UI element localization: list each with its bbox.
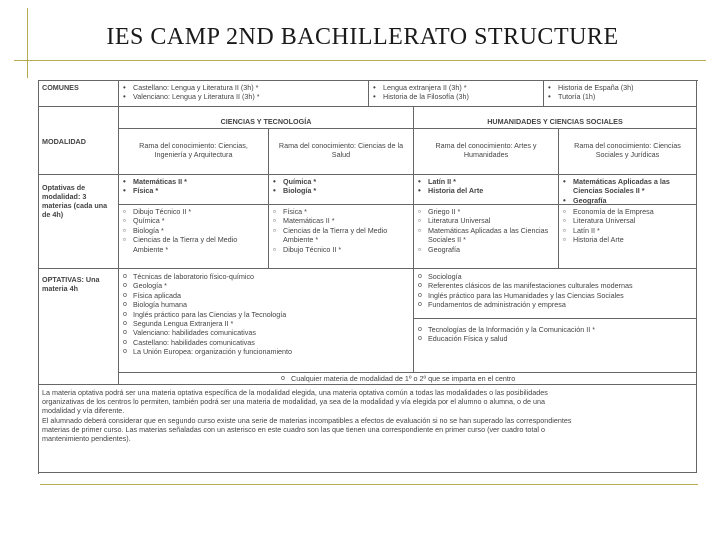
list-item: ▫ Biología * [121,226,266,235]
structure-table [38,80,698,474]
om-bold-col1 [119,175,269,205]
comunes-label: COMUNES [39,81,119,107]
om-bold-col4 [559,175,697,205]
notes-block [39,385,697,473]
footer-line [40,484,698,485]
optativas-left [119,269,414,373]
list-item: • Matemáticas II * [121,177,266,186]
optativas-right-common [414,319,697,373]
note-line: modalidad y vía diferente. [42,406,125,416]
list-item: ▫ Química * [121,216,266,225]
note-line: La materia optativa podrá ser una materia optativa específica de la modalidad elegida, una materia optativa común a todas las modalidades o las posibilidades [42,388,548,397]
list-item: ▫ Física * [271,207,411,216]
list-item: • Valenciano: Lengua y Literatura II (3h) * [121,92,366,101]
om-list-col1 [119,205,269,269]
list-item: ▫ Ciencias de la Tierra y del Medio Ambiente * [271,226,411,245]
om-list-col4 [559,205,697,269]
list-item: • Historia del Arte [416,186,556,195]
list-item: ▫ Dibujo Técnico II * [271,245,411,254]
list-item: o Valenciano: habilidades comunicativas [121,328,411,337]
modalidad-label-text: MODALIDAD [42,137,86,146]
branch-ciencias-tecnologia: CIENCIAS Y TECNOLOGÍA [119,107,414,129]
list-item: ▫ Latín II * [561,226,694,235]
comunes-col1 [119,81,369,107]
list-item: • Matemáticas Aplicadas a las Ciencias Sociales II * [561,177,694,196]
note-line: mantenimiento pendientes). [42,434,131,444]
list-item: ▫ Historia del Arte [561,235,694,244]
accent-horizontal-line [14,60,706,61]
list-item: o Segunda Lengua Extranjera II * [121,319,411,328]
list-item: o Inglés práctico para las Humanidades y las Ciencias Sociales [416,291,694,300]
list-item: o La Unión Europea: organización y funcionamiento [121,347,411,356]
list-item: o Educación Física y salud [416,334,694,343]
list-item: ▫ Matemáticas II * [271,216,411,225]
list-item: o Geología * [121,281,411,290]
optativas-modalidad-label: Optativas de modalidad: 3 materias (cada una de 4h) [39,175,119,269]
rama-artes-humanidades: Rama del conocimiento: Artes y Humanidades [414,129,559,175]
list-item: • Tutoría (1h) [546,92,694,101]
list-item: ▫ Geografía [416,245,556,254]
list-item: o Biología humana [121,300,411,309]
list-item: o Física aplicada [121,291,411,300]
list-item: ▫ Griego II * [416,207,556,216]
note-line: organizativas de los centros lo permiten, también podrá ser una materia de modalidad, ya sea de la modalidad y vía elegida por el alumno o alumna, o de una [42,397,546,407]
list-item: • Biología * [271,186,411,195]
om-list-col2 [269,205,414,269]
list-item: o Técnicas de laboratorio físico-químico [121,272,411,281]
modalidad-label [39,107,119,175]
list-item: o Inglés práctico para las Ciencias y la Tecnología [121,310,411,319]
accent-vertical-line [27,8,28,78]
structure-table-image [38,80,698,474]
list-item: ▫ Ciencias de la Tierra y del Medio Ambiente * [121,235,266,254]
list-item: ▫ Dibujo Técnico II * [121,207,266,216]
branch-humanidades: HUMANIDADES Y CIENCIAS SOCIALES [414,107,697,129]
comunes-col2 [369,81,544,107]
list-item: o Fundamentos de administración y empresa [416,300,694,309]
list-item: • Lengua extranjera II (3h) * [371,83,541,92]
list-item: ▫ Literatura Universal [416,216,556,225]
om-bold-col3 [414,175,559,205]
list-item: o Tecnologías de la Información y la Comunicación II * [416,325,694,334]
list-item: • Castellano: Lengua y Literatura II (3h) * [121,83,366,92]
list-item: o Sociología [416,272,694,281]
list-item: • Geografía [561,196,694,205]
list-item: • Latín II * [416,177,556,186]
optativas-right-humanidades [414,269,697,319]
om-bold-col2 [269,175,414,205]
list-item: o Cualquier materia de modalidad de 1º o 2º que se imparta en el centro [279,374,696,383]
optativas-footer [119,373,697,385]
om-list-col3 [414,205,559,269]
list-item: • Física * [121,186,266,195]
rama-ciencias-sociales: Rama del conocimiento: Ciencias Sociales y Jurídicas [559,129,697,175]
rama-ciencias-ingenieria: Rama del conocimiento: Ciencias, Ingeniería y Arquitectura [119,129,269,175]
note-line: El alumnado deberá considerar que en segundo curso existe una serie de materias incompatibles a efectos de evaluación si no se han superado las correspondientes [42,415,572,425]
list-item: ▫ Economía de la Empresa [561,207,694,216]
slide-title: IES CAMP 2ND BACHILLERATO STRUCTURE [106,24,619,50]
list-item: ▫ Matemáticas Aplicadas a las Ciencias Sociales II * [416,226,556,245]
optativas-label: OPTATIVAS: Una materia 4h [39,269,119,385]
list-item: ▫ Literatura Universal [561,216,694,225]
list-item: • Química * [271,177,411,186]
list-item: • Historia de España (3h) [546,83,694,92]
list-item: o Referentes clásicos de las manifestaciones culturales modernas [416,281,694,290]
note-line: materias de primer curso. Las materias señaladas con un asterisco en este cuadro son las que tienen una correspondiente en primer curso (ver cuadro total o [42,424,545,434]
list-item: • Historia de la Filosofía (3h) [371,92,541,101]
list-item: o Castellano: habilidades comunicativas [121,338,411,347]
rama-ciencias-salud: Rama del conocimiento: Ciencias de la Salud [269,129,414,175]
comunes-col3 [544,81,697,107]
